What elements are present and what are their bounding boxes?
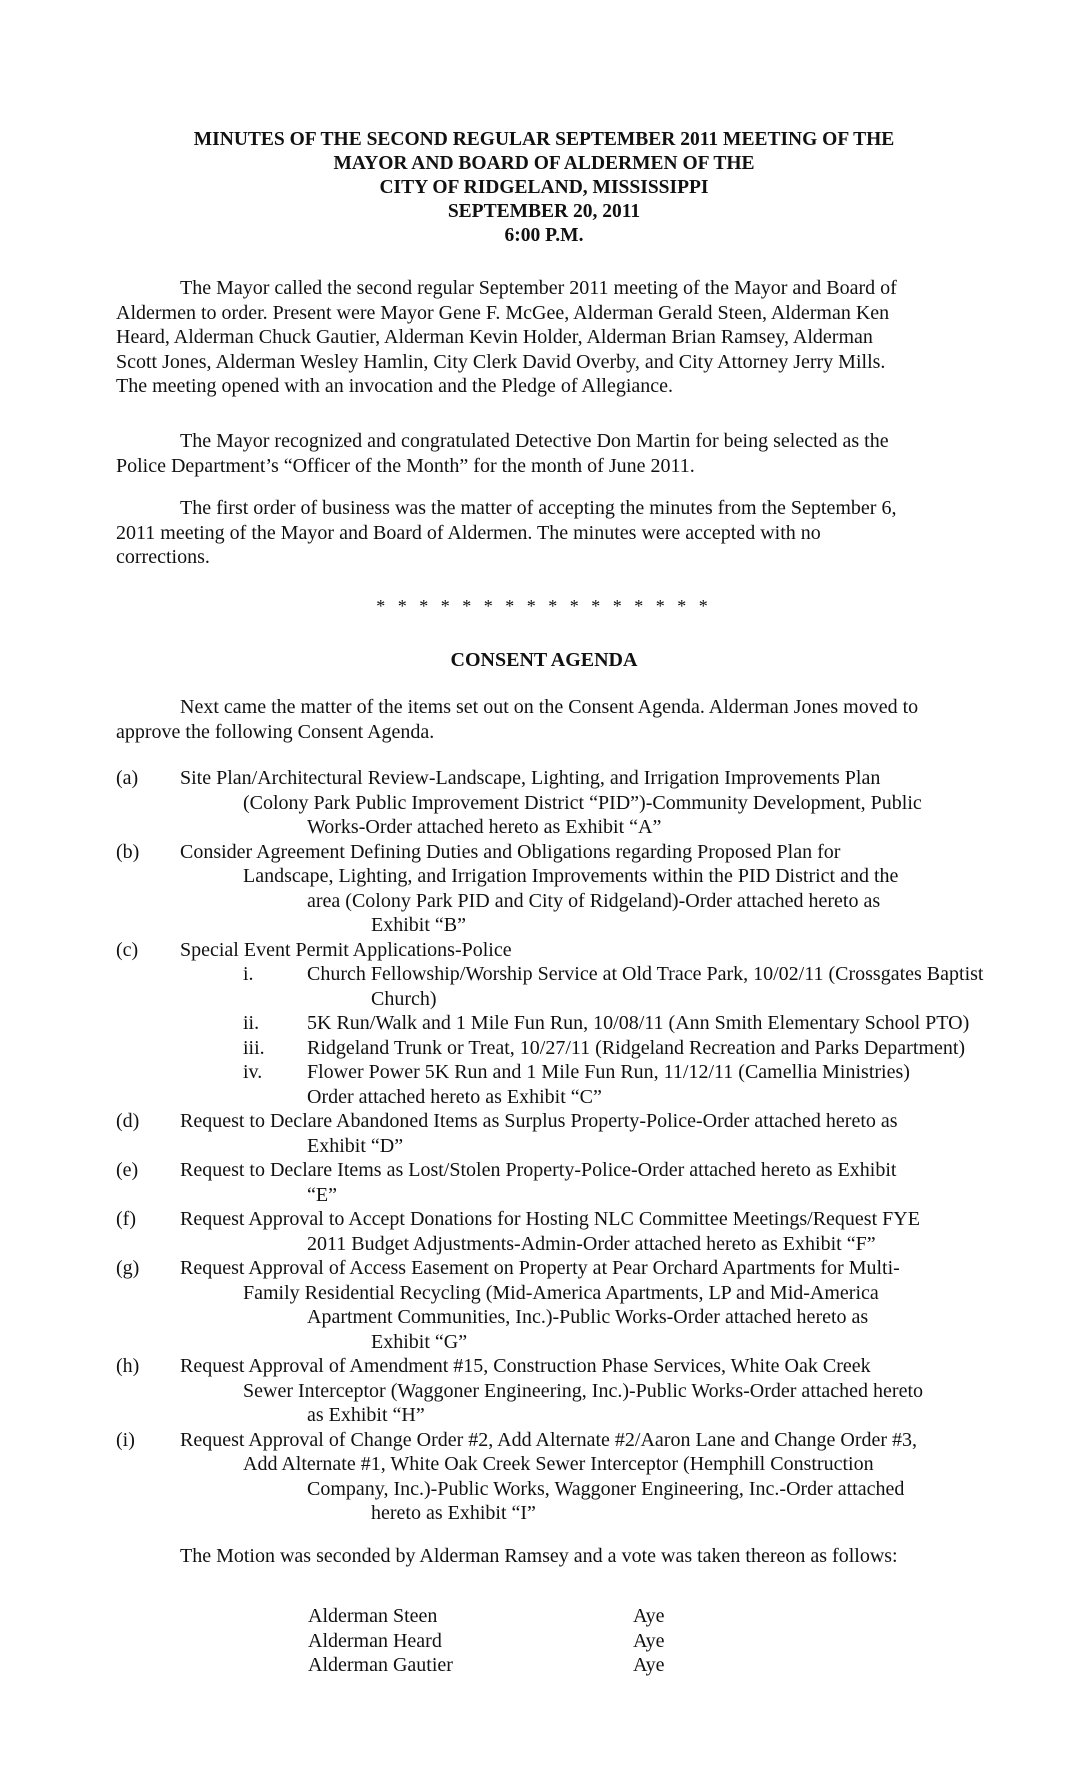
sub-item-text: 5K Run/Walk and 1 Mile Fun Run, 10/08/11 (Ann Smith Elementary School PTO) bbox=[307, 1012, 970, 1034]
item-letter: (g) bbox=[116, 1257, 140, 1279]
item-letter: (e) bbox=[116, 1159, 139, 1181]
text-line: Heard, Alderman Chuck Gautier, Alderman Kevin Holder, Alderman Brian Ramsey, Alderman bbox=[116, 326, 873, 348]
agenda-item-g bbox=[116, 1256, 996, 1354]
agenda-item-c bbox=[116, 938, 996, 1110]
vote-value: Aye bbox=[633, 1605, 665, 1627]
item-text: Exhibit “D” bbox=[307, 1134, 404, 1157]
vote-value: Aye bbox=[633, 1654, 665, 1676]
item-text: Landscape, Lighting, and Irrigation Improvements within the PID District and the bbox=[243, 865, 899, 887]
section-heading: CONSENT AGENDA bbox=[450, 649, 638, 671]
item-letter: (a) bbox=[116, 767, 139, 789]
title-line: 6:00 P.M. bbox=[504, 225, 584, 246]
text-line: Police Department’s “Officer of the Month” for the month of June 2011. bbox=[116, 454, 695, 477]
item-text: Request Approval of Change Order #2, Add Alternate #2/Aaron Lane and Change Order #3, bbox=[180, 1428, 918, 1451]
item-text: hereto as Exhibit “I” bbox=[371, 1502, 536, 1524]
sub-item-numeral: ii. bbox=[243, 1012, 260, 1034]
item-text: Request Approval of Access Easement on Property at Pear Orchard Apartments for Multi- bbox=[180, 1257, 900, 1279]
item-text: Request to Declare Abandoned Items as Surplus Property-Police-Order attached hereto as bbox=[180, 1110, 898, 1132]
item-letter: (d) bbox=[116, 1110, 140, 1132]
agenda-item-h bbox=[116, 1354, 996, 1428]
item-text: Sewer Interceptor (Waggoner Engineering, Inc.)-Public Works-Order attached hereto bbox=[243, 1379, 924, 1402]
title-line: SEPTEMBER 20, 2011 bbox=[447, 201, 641, 222]
item-letter: (h) bbox=[116, 1355, 140, 1377]
item-text: Exhibit “G” bbox=[371, 1330, 468, 1353]
sub-item-text: Flower Power 5K Run and 1 Mile Fun Run, 11/12/11 (Camellia Ministries) bbox=[307, 1061, 910, 1083]
sub-item-numeral: iv. bbox=[243, 1061, 263, 1083]
sub-item-numeral: i. bbox=[243, 963, 254, 985]
agenda-item-d bbox=[116, 1109, 996, 1158]
consent-agenda-list bbox=[116, 766, 996, 1526]
item-text: Request Approval to Accept Donations for Hosting NLC Committee Meetings/Request FYE bbox=[180, 1208, 920, 1230]
vote-name: Alderman Heard bbox=[308, 1629, 442, 1652]
text-line: The Motion was seconded by Alderman Ramsey and a vote was taken thereon as follows: bbox=[180, 1545, 898, 1567]
paragraph-minutes bbox=[116, 496, 982, 570]
item-text: Order attached hereto as Exhibit “C” bbox=[307, 1085, 602, 1108]
item-text: 2011 Budget Adjustments-Admin-Order attached hereto as Exhibit “F” bbox=[307, 1232, 876, 1255]
item-text: Apartment Communities, Inc.)-Public Works-Order attached hereto as bbox=[307, 1306, 869, 1328]
item-text: Company, Inc.)-Public Works, Waggoner Engineering, Inc.-Order attached bbox=[307, 1477, 905, 1500]
item-text: Add Alternate #1, White Oak Creek Sewer Interceptor (Hemphill Construction bbox=[243, 1453, 874, 1475]
sub-item-text: Church Fellowship/Worship Service at Old Trace Park, 10/02/11 (Crossgates Baptist bbox=[307, 963, 984, 985]
text-line: The Mayor recognized and congratulated Detective Don Martin for being selected as the bbox=[180, 430, 889, 452]
sub-item-text: Ridgeland Trunk or Treat, 10/27/11 (Ridgeland Recreation and Parks Department) bbox=[307, 1036, 966, 1059]
item-letter: (b) bbox=[116, 840, 140, 863]
agenda-item-e bbox=[116, 1158, 996, 1207]
title-line: MINUTES OF THE SECOND REGULAR SEPTEMBER 2011 MEETING OF THE bbox=[193, 129, 895, 150]
paragraph-motion bbox=[116, 1544, 982, 1569]
item-text: Family Residential Recycling (Mid-America Apartments, LP and Mid-America bbox=[243, 1281, 879, 1304]
item-letter: (i) bbox=[116, 1428, 135, 1451]
sub-item-text: Church) bbox=[371, 987, 437, 1010]
text-line: Scott Jones, Alderman Wesley Hamlin, City Clerk David Overby, and City Attorney Jerry Mills. bbox=[116, 350, 886, 373]
item-text: Special Event Permit Applications-Police bbox=[180, 938, 512, 961]
paragraph-recognition bbox=[116, 429, 982, 478]
item-letter: (f) bbox=[116, 1208, 136, 1230]
agenda-item-a bbox=[116, 766, 996, 840]
sub-item bbox=[116, 1011, 996, 1036]
vote-name: Alderman Steen bbox=[308, 1605, 438, 1627]
text-line: Next came the matter of the items set out on the Consent Agenda. Alderman Jones moved to bbox=[180, 696, 919, 718]
separator: * * * * * * * * * * * * * * * * bbox=[376, 596, 712, 616]
item-text: Site Plan/Architectural Review-Landscape, Lighting, and Irrigation Improvements Plan bbox=[180, 767, 881, 789]
agenda-item-i bbox=[116, 1428, 996, 1526]
text-line: The first order of business was the matter of accepting the minutes from the September 6, bbox=[180, 497, 897, 519]
item-text: Consider Agreement Defining Duties and Obligations regarding Proposed Plan for bbox=[180, 840, 841, 863]
item-text: as Exhibit “H” bbox=[307, 1404, 425, 1426]
sub-item bbox=[116, 962, 996, 1011]
item-text: Works-Order attached hereto as Exhibit “A” bbox=[307, 816, 662, 838]
vote-value: Aye bbox=[633, 1629, 665, 1652]
text-line: 2011 meeting of the Mayor and Board of Aldermen. The minutes were accepted with no bbox=[116, 521, 821, 544]
title-line: CITY OF RIDGELAND, MISSISSIPPI bbox=[379, 177, 709, 198]
sub-item bbox=[116, 1036, 996, 1061]
agenda-item-b bbox=[116, 840, 996, 938]
sub-item-numeral: iii. bbox=[243, 1036, 265, 1059]
item-text: area (Colony Park PID and City of Ridgeland)-Order attached hereto as bbox=[307, 889, 881, 912]
text-line: Aldermen to order. Present were Mayor Gene F. McGee, Alderman Gerald Steen, Alderman Ken bbox=[116, 301, 890, 324]
item-text: “E” bbox=[307, 1183, 337, 1206]
item-text: Request Approval of Amendment #15, Construction Phase Services, White Oak Creek bbox=[180, 1355, 871, 1377]
sub-item bbox=[116, 1060, 996, 1085]
document-title bbox=[0, 128, 1088, 248]
text-line: The Mayor called the second regular September 2011 meeting of the Mayor and Board of bbox=[180, 277, 897, 299]
item-text: Request to Declare Items as Lost/Stolen Property-Police-Order attached hereto as Exhibit bbox=[180, 1159, 897, 1181]
text-line: The meeting opened with an invocation and the Pledge of Allegiance. bbox=[116, 375, 674, 397]
item-letter: (c) bbox=[116, 938, 139, 961]
paragraph-consent-intro bbox=[116, 695, 982, 744]
paragraph-call-to-order bbox=[116, 276, 982, 399]
title-line: MAYOR AND BOARD OF ALDERMEN OF THE bbox=[333, 153, 755, 174]
item-text: (Colony Park Public Improvement District “PID”)-Community Development, Public bbox=[243, 791, 922, 814]
text-line: approve the following Consent Agenda. bbox=[116, 720, 435, 743]
item-text: Exhibit “B” bbox=[371, 914, 466, 936]
vote-name: Alderman Gautier bbox=[308, 1654, 453, 1676]
agenda-item-f bbox=[116, 1207, 996, 1256]
text-line: corrections. bbox=[116, 546, 210, 568]
